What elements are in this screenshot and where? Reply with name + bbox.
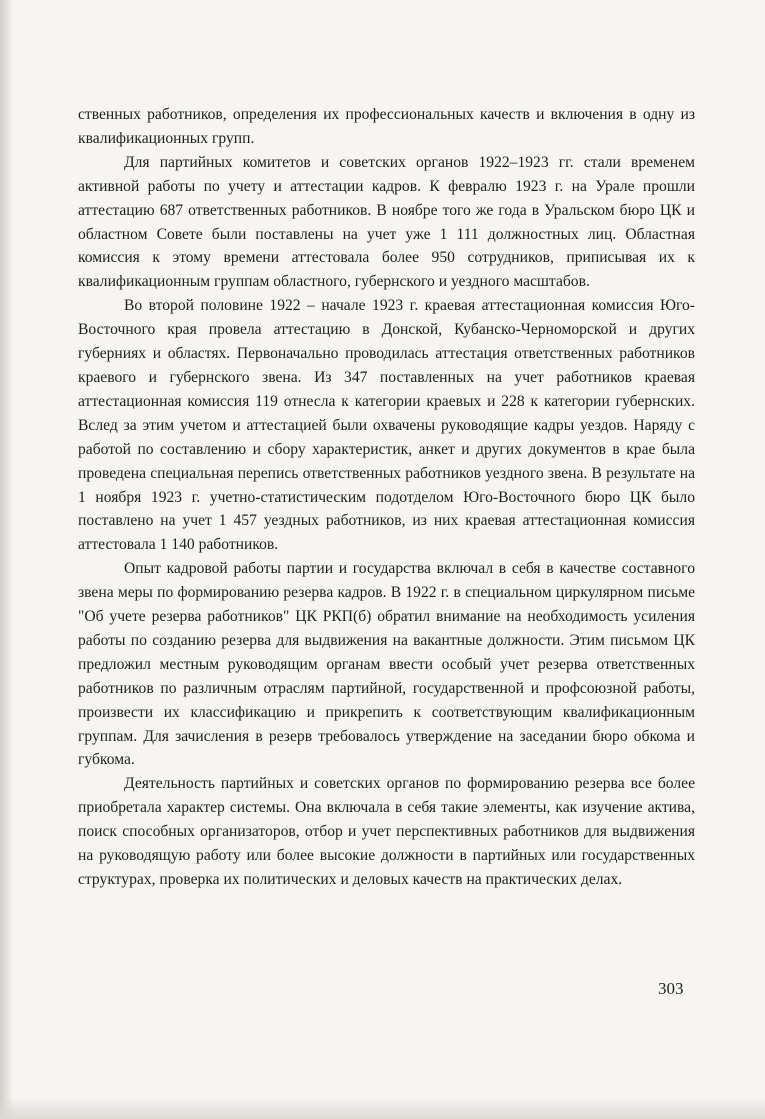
paragraph-cadre-reserve: Опыт кадровой работы партии и государства включал в себя в качестве составного звена меры по формированию резерва кадров. В 1922 г. в специальном циркулярном письме "Об учете резерва работников" ЦК РКП(б) обратил внимание на необходимость усиления работы по созданию резерва для выдвижения на вакантные должности. Этим письмом ЦК предложил местным руководящим органам ввести особый учет резерва ответственных работников по различным отраслям партийной, государственной и профсоюзной работы, произвести их классификацию и прикрепить к соответствующим квалификационным группам. Для зачисления в резерв требовалось утверждение на заседании бюро обкома и губкома. <box>78 560 695 769</box>
page-binding-shadow <box>0 0 14 1119</box>
paragraph-continuation: ственных работников, определения их профессиональных качеств и включения в одну из квалификационных групп. <box>78 106 695 147</box>
body-text <box>78 103 695 892</box>
paragraph-attestation-ural: Для партийных комитетов и советских органов 1922–1923 гг. стали временем активной работы по учету и аттестации кадров. К февралю 1923 г. на Урале прошли аттестацию 687 ответственных работников. В ноябре того же года в Уральском бюро ЦК и областном Совете были поставлены на учет уже 1 111 должностных лиц. Областная комиссия к этому времени аттестовала более 950 сотрудников, приписывая их к квалификационным группам областного, губернского и уездного масштабов. <box>78 153 695 291</box>
paragraph-reserve-system: Деятельность партийных и советских органов по формированию резерва все более приобретала характер системы. Она включала в себя такие элементы, как изучение актива, поиск способных организаторов, отбор и учет перспективных работников для выдвижения на руководящую работу или более высокие должности в партийных или государственных структурах, проверка их политических и деловых качеств на практических делах. <box>78 775 695 888</box>
page-number: 303 <box>658 979 684 998</box>
page-bottom-shadow <box>0 1097 765 1119</box>
paragraph-attestation-south-east: Во второй половине 1922 – начале 1923 г. краевая аттестационная комиссия Юго-Восточного края провела аттестацию в Донской, Кубанско-Черноморской и других губерниях и областях. Первоначально проводилась аттестация ответственных работников краевого и губернского звена. Из 347 поставленных на учет работников краевая аттестационная комиссия 119 отнесла к категории краевых и 228 к категории губернских. Вслед за этим учетом и аттестацией были охвачены руководящие кадры уездов. Наряду с работой по составлению и сбору характеристик, анкет и других документов в крае была проведена специальная перепись ответственных работников уездного звена. В результате на 1 ноября 1923 г. учетно-статистическим подотделом Юго-Восточного бюро ЦК было поставлено на учет 1 457 уездных работников, из них краевая аттестационная комиссия аттестовала 1 140 работников. <box>78 297 695 554</box>
